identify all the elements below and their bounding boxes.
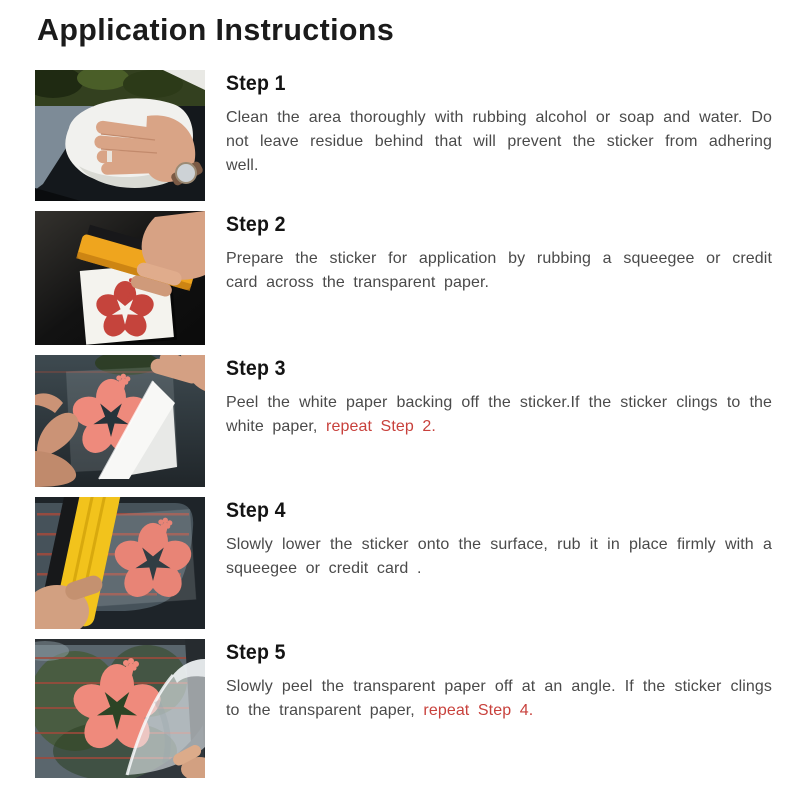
step-2-heading: Step 2 — [226, 213, 286, 236]
photo-step-1-clean-surface — [35, 70, 205, 201]
step-3-heading: Step 3 — [226, 357, 286, 380]
step-row-2 — [35, 211, 772, 345]
step-row-5 — [35, 639, 772, 778]
step-4-body-text: Slowly lower the sticker onto the surface, rub it in place firmly with a squeegee or credit card . — [226, 536, 772, 577]
step-3-repeat-note: repeat Step 2. — [326, 418, 436, 435]
step-row-3 — [35, 355, 772, 487]
step-2-description — [226, 247, 772, 295]
page-title: Application Instructions — [37, 12, 395, 47]
step-4-text — [226, 497, 772, 629]
watch-face — [176, 163, 196, 183]
step-5-text — [226, 639, 772, 778]
step-5-repeat-note: repeat Step 4. — [423, 702, 534, 719]
photo-step-5-peel-transfer — [35, 639, 205, 778]
step-3-text — [226, 355, 772, 487]
step-5-body-text: Slowly peel the transparent paper off at an angle. If the sticker clings to the transparent paper, — [226, 678, 772, 719]
step-1-description — [226, 106, 772, 178]
peel-backing-illustration — [35, 355, 205, 487]
step-2-body-text: Prepare the sticker for application by rubbing a squeegee or credit card across the transparent paper. — [226, 250, 772, 291]
step-5-heading: Step 5 — [226, 641, 286, 664]
step-1-text — [226, 70, 772, 201]
ring — [107, 151, 112, 162]
photo-step-3-peel-backing — [35, 355, 205, 487]
peel-transfer-illustration — [35, 639, 205, 778]
step-row-1 — [35, 70, 772, 201]
apply-sticker-illustration — [35, 497, 205, 629]
step-2-text — [226, 211, 772, 345]
step-3-body-text: Peel the white paper backing off the sticker.If the sticker clings to the white paper, — [226, 394, 772, 435]
step-row-4 — [35, 497, 772, 629]
step-4-description — [226, 533, 772, 581]
step-1-body-text: Clean the area thoroughly with rubbing alcohol or soap and water. Do not leave residue behind that will prevent the sticker from adhering well. — [226, 109, 772, 174]
step-4-heading: Step 4 — [226, 499, 286, 522]
squeegee-sticker-illustration — [35, 211, 205, 345]
photo-step-2-squeegee-sticker — [35, 211, 205, 345]
step-5-description — [226, 675, 772, 723]
photo-step-4-apply-sticker — [35, 497, 205, 629]
step-1-heading: Step 1 — [226, 72, 286, 95]
step-3-description — [226, 391, 772, 439]
steps-list — [35, 70, 772, 778]
clean-surface-illustration — [35, 70, 205, 201]
